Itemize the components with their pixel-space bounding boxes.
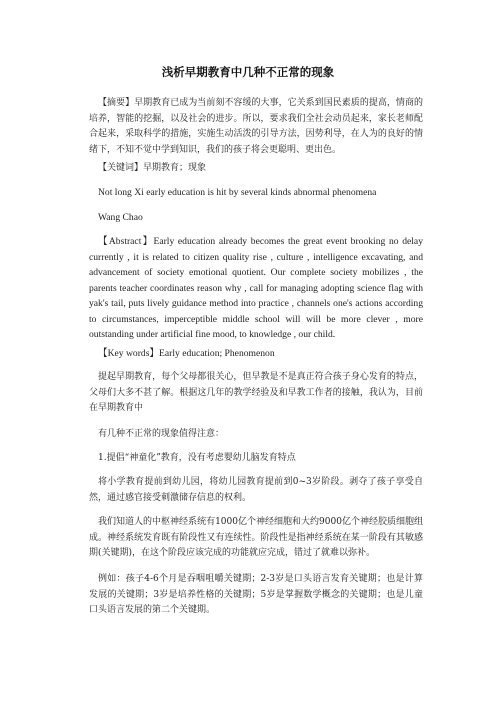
paragraph-critical-periods: 例如：孩子4-6个月是吞咽咀嚼关键期；2-3岁是口头语言发育关键期；也是计算发展的关键期；3岁是培养性格的关键期；5岁是掌握数学概念的关键期；也是儿童口头语言发展的第二个关键期。 xyxy=(89,574,423,615)
intro-continuation: 有几种不正常的现象值得注意： xyxy=(98,429,225,439)
paper-title: 浅析早期教育中几种不正常的现象 xyxy=(161,65,335,79)
paragraph-nervous-system: 我们知道人的中枢神经系统有1000亿个神经细胞和大约9000亿个神经胶质细胞组成。神经系统发育既有阶段性又有连续性。阶段性是指神经系统在某一阶段有其敏感期(关键期)，在这个阶段应该完成的功能就应完成，错过了就难以弥补。 xyxy=(89,517,423,558)
keywords-chinese: 【关键词】早期教育；现象 xyxy=(98,163,207,173)
abstract-english: 【Abstract】Early education already becomes the great event brooking no delay currently , it is related to citizen quality rise , culture , intelligence excavating, and advancement of society emotional quotient. Our complete society mobilizes , the parents teacher coordinates reason why , call for managing adopting science flag with yak's tail, puts lively guidance method into practice , channels one's actions according to circumstances, imperceptible middle school will will be more clever , more outstanding under artificial fine mood, to knowledge , our child. xyxy=(89,236,423,340)
abstract-chinese: 【摘要】早期教育已成为当前刻不容缓的大事，它关系到国民素质的提高，情商的培养，智能的挖掘，以及社会的进步。所以，要求我们全社会动员起来，家长老师配合起来，采取科学的措施，实施生动活泼的引导方法，因势利导，在人为的良好的情绪下，不知不觉中学到知识，我们的孩子将会更聪明、更出色。 xyxy=(89,98,423,155)
intro-paragraph: 提起早期教育，每个父母都很关心，但早教是不是真正符合孩子身心发育的特点，父母们大多不甚了解。根据这几年的教学经验及和早教工作者的接触，我认为，目前在早期教育中 xyxy=(89,372,423,413)
paragraph-early-schooling: 将小学教育提前到幼儿园，将幼儿园教育提前到0~3岁阶段。剥夺了孩子享受自然，通过感官接受刺激储存信息的权利。 xyxy=(89,477,423,503)
section-heading-1: 1.提倡“神童化”教育，没有考虑婴幼儿脑发育特点 xyxy=(98,453,296,463)
keywords-english: 【Key words】Early education; Phenomenon xyxy=(98,348,275,359)
author-english: Wang Chao xyxy=(98,212,143,223)
title-english: Not long Xi early education is hit by several kinds abnormal phenomena xyxy=(98,187,377,198)
